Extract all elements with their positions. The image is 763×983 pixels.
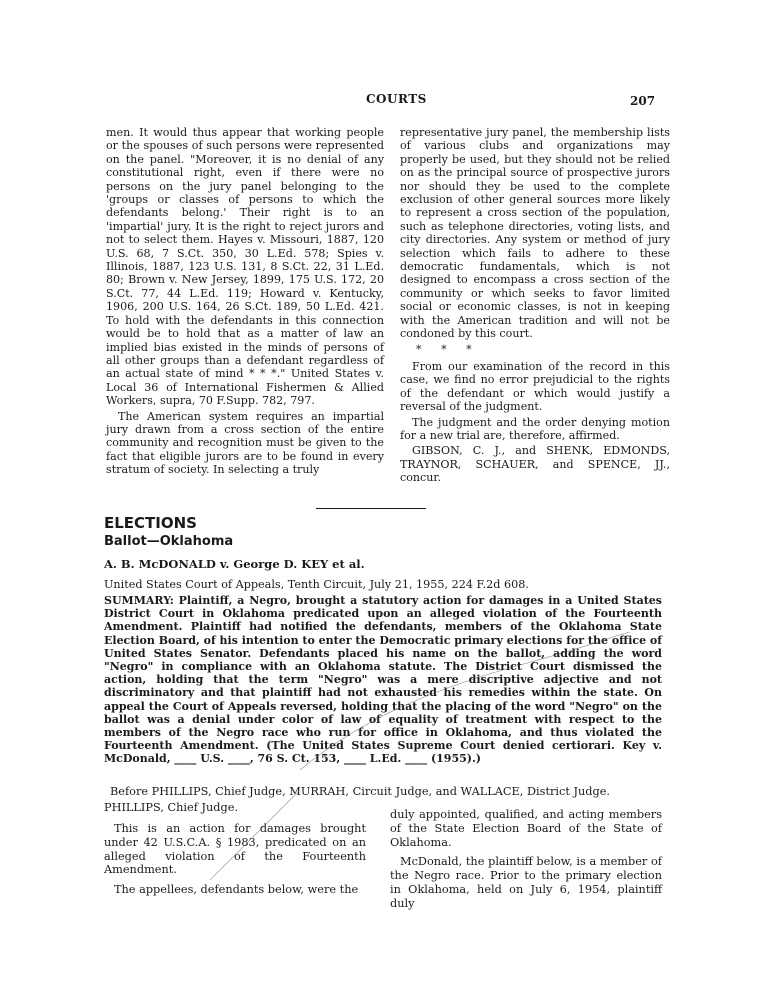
bench-line: Before PHILLIPS, Chief Judge, MURRAH, Circuit Judge, and WALLACE, District Judge. [110, 785, 610, 798]
running-header-title: COURTS [366, 92, 427, 106]
paragraph: McDonald, the plaintiff below, is a member of the Negro race. Prior to the primary election in Oklahoma, held on July 6, 1954, plaintiff duly [390, 855, 662, 910]
top-right-column [400, 126, 670, 485]
top-left-column [106, 126, 384, 477]
case-title: A. B. McDONALD v. George D. KEY et al. [104, 557, 365, 571]
opinion-author: PHILLIPS, Chief Judge. [104, 801, 239, 814]
paragraph: From our examination of the record in this case, we find no error prejudicial to the rights of the defendant or which would justify a reversal of the judgment. [400, 359, 670, 414]
paragraph: The judgment and the order denying motion for a new trial are, therefore, affirmed. [400, 415, 670, 442]
paragraph: duly appointed, qualified, and acting members of the State Election Board of the State of Oklahoma. [390, 808, 662, 849]
case-summary: SUMMARY: Plaintiff, a Negro, brought a statutory action for damages in a United States District Court in Oklahoma predicated upon an alleged violation of the Fourteenth Amendment. Plaintiff had notified the defendants, members of the Oklahoma State Election Board, of his intention to enter the Democratic primary elections for the office of United States Senator. Defendants placed his name on the ballot, adding the word "Negro" in compliance with an Oklahoma statute. The District Court dismissed the action, holding that the term "Negro" was a mere discriptive adjective and not discriminatory and that plaintiff had not exhausted his remedies within the state. On appeal the Court of Appeals reversed, holding that the placing of the word "Negro" on the ballot was a denial under color of law of equality of treatment with respect to the members of the Negro race who run for office in Oklahoma, and thus violated the Fourteenth Amendment. (The United States Supreme Court denied certiorari. Key v. McDonald, ____ U.S. ____, 76 S. Ct. 153, ____ L.Ed. ____ (1955).) [104, 594, 662, 766]
paragraph: The appellees, defendants below, were the [114, 883, 359, 897]
opinion-right-column [390, 808, 662, 911]
section-divider [316, 508, 426, 509]
paragraph: representative jury panel, the membership lists of various clubs and organizations may properly be used, but they should not be relied on as the principal source of prospective jurors nor should they be used to the complete exclusion of other general sources more likely to represent a cross section of the population, such as telephone directories, voting lists, and city directories. Any system or method of jury selection which fails to adhere to these democratic fundamentals, which is not designed to encompass a cross section of the community or which seeks to favor limited social or economic classes, is not in keeping with the American tradition and will not be condoned by this court. [400, 126, 670, 341]
section-title: ELECTIONS [104, 514, 197, 532]
section-break-stars: * * * [416, 342, 480, 356]
case-citation: United States Court of Appeals, Tenth Circuit, July 21, 1955, 224 F.2d 608. [104, 578, 529, 591]
paragraph: men. It would thus appear that working people or the spouses of such persons were represented on the panel. "Moreover, it is no denial of any constitutional right, even if there were no persons on the jury panel belonging to the 'groups or classes of persons to which the defendants belong.' Their right is to an 'impartial' jury. It is the right to reject jurors and not to select them. Hayes v. Missouri, 1887, 120 U.S. 68, 7 S.Ct. 350, 30 L.Ed. 578; Spies v. Illinois, 1887, 123 U.S. 131, 8 S.Ct. 22, 31 L.Ed. 80; Brown v. New Jersey, 1899, 175 U.S. 172, 20 S.Ct. 77, 44 L.Ed. 119; Howard v. Kentucky, 1906, 200 U.S. 164, 26 S.Ct. 189, 50 L.Ed. 421. To hold with the defendants in this connection would be to hold that as a matter of law an implied bias existed in the minds of persons of all other groups than a defendant regardless of an actual state of mind * * *." United States v. Local 36 of International Fishermen & Allied Workers, supra, 70 F.Supp. 782, 797. [106, 126, 384, 408]
opinion-left-column [104, 822, 366, 897]
section-subtitle: Ballot—Oklahoma [104, 534, 234, 549]
paragraph: This is an action for damages brought under 42 U.S.C.A. § 1983, predicated on an alleged violation of the Fourteenth Amendment. [104, 822, 366, 877]
paragraph: The American system requires an impartial jury drawn from a cross section of the entire community and recognition must be given to the fact that eligible jurors are to be found in every stratum of society. In selecting a truly [106, 409, 384, 477]
concurrence-line: GIBSON, C. J., and SHENK, EDMONDS, TRAYNOR, SCHAUER, and SPENCE, JJ., concur. [400, 444, 670, 485]
page-number: 207 [630, 94, 656, 108]
